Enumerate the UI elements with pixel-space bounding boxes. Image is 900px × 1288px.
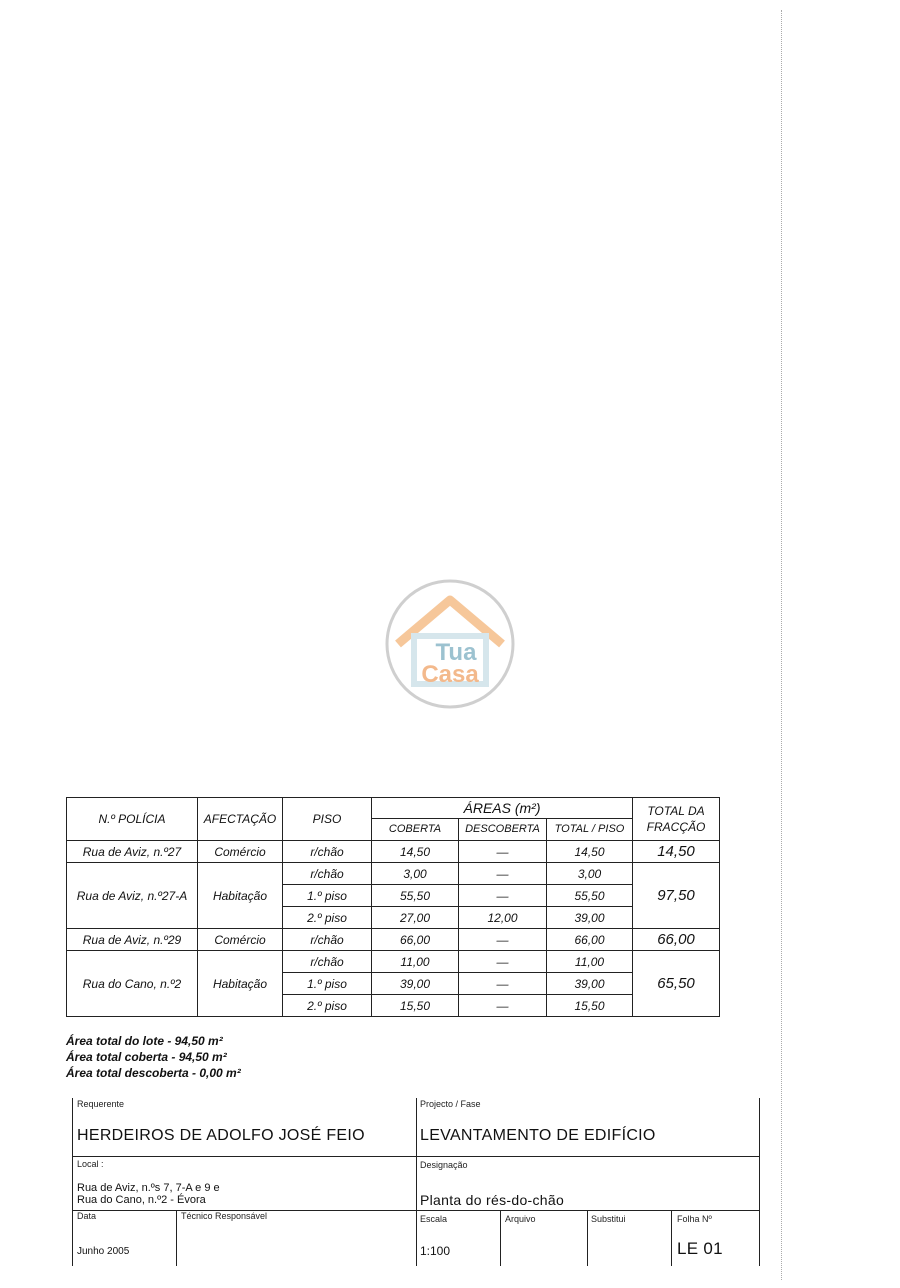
cell-piso: r/chão bbox=[283, 841, 372, 863]
margin-dotted-line bbox=[781, 10, 782, 1280]
cell-coberta: 55,50 bbox=[372, 885, 459, 907]
cell-total-fraccao: 97,50 bbox=[633, 863, 720, 929]
cell-piso: 2.º piso bbox=[283, 907, 372, 929]
cell-descoberta: — bbox=[459, 973, 547, 995]
table-row bbox=[67, 841, 720, 863]
cell-descoberta: — bbox=[459, 951, 547, 973]
header-areas: ÁREAS (m²) bbox=[372, 798, 633, 819]
cell-total-piso: 66,00 bbox=[547, 929, 633, 951]
cell-piso: 1.º piso bbox=[283, 885, 372, 907]
cell-total-fraccao: 14,50 bbox=[633, 841, 720, 863]
tb-divider bbox=[500, 1210, 501, 1266]
cell-policia: Rua de Aviz, n.º29 bbox=[67, 929, 198, 951]
cell-afectacao: Comércio bbox=[198, 929, 283, 951]
table-row bbox=[67, 863, 720, 885]
cell-descoberta: 12,00 bbox=[459, 907, 547, 929]
cell-piso: r/chão bbox=[283, 863, 372, 885]
local-line2: Rua do Cano, n.º2 - Évora bbox=[77, 1194, 206, 1206]
cell-afectacao: Comércio bbox=[198, 841, 283, 863]
escala-label: Escala bbox=[420, 1214, 448, 1224]
header-afectacao: AFECTAÇÃO bbox=[198, 798, 283, 841]
cell-coberta: 11,00 bbox=[372, 951, 459, 973]
summary-coberta: Área total coberta - 94,50 m² bbox=[66, 1050, 227, 1064]
header-descoberta: DESCOBERTA bbox=[459, 819, 547, 841]
escala-value: 1:100 bbox=[420, 1244, 451, 1258]
cell-policia: Rua de Aviz, n.º27 bbox=[67, 841, 198, 863]
tb-divider bbox=[587, 1210, 588, 1266]
header-policia: N.º POLÍCIA bbox=[67, 798, 198, 841]
tb-divider bbox=[671, 1210, 672, 1266]
cell-coberta: 3,00 bbox=[372, 863, 459, 885]
requerente-label: Requerente bbox=[77, 1099, 125, 1109]
designacao-label: Designação bbox=[420, 1160, 468, 1170]
areas-table bbox=[66, 797, 720, 1017]
cell-piso: r/chão bbox=[283, 951, 372, 973]
tb-divider bbox=[176, 1210, 177, 1266]
cell-policia: Rua de Aviz, n.º27-A bbox=[67, 863, 198, 929]
cell-total-piso: 39,00 bbox=[547, 973, 633, 995]
designacao-value: Planta do rés-do-chão bbox=[420, 1192, 565, 1208]
cell-descoberta: — bbox=[459, 929, 547, 951]
cell-total-piso: 11,00 bbox=[547, 951, 633, 973]
local-line1: Rua de Aviz, n.ºs 7, 7-A e 9 e bbox=[77, 1182, 220, 1194]
local-label: Local : bbox=[77, 1159, 104, 1169]
requerente-value: HERDEIROS DE ADOLFO JOSÉ FEIO bbox=[77, 1127, 365, 1144]
logo-text-casa: Casa bbox=[421, 661, 479, 688]
tb-divider bbox=[416, 1098, 417, 1266]
area-summary bbox=[66, 1033, 241, 1081]
header-total-fraccao-line2: FRACÇÃO bbox=[646, 820, 706, 834]
cell-descoberta: — bbox=[459, 995, 547, 1017]
cell-piso: 2.º piso bbox=[283, 995, 372, 1017]
cell-piso: 1.º piso bbox=[283, 973, 372, 995]
cell-coberta: 27,00 bbox=[372, 907, 459, 929]
cell-total-piso: 3,00 bbox=[547, 863, 633, 885]
tuacasa-logo bbox=[384, 578, 516, 710]
cell-afectacao: Habitação bbox=[198, 863, 283, 929]
cell-total-piso: 14,50 bbox=[547, 841, 633, 863]
summary-descoberta: Área total descoberta - 0,00 m² bbox=[66, 1066, 241, 1080]
title-block bbox=[72, 1098, 760, 1266]
tecnico-label: Técnico Responsável bbox=[181, 1211, 268, 1221]
projecto-label: Projecto / Fase bbox=[420, 1099, 481, 1109]
data-value: Junho 2005 bbox=[77, 1246, 130, 1257]
cell-descoberta: — bbox=[459, 841, 547, 863]
summary-lote: Área total do lote - 94,50 m² bbox=[66, 1034, 223, 1048]
substitui-label: Substitui bbox=[591, 1214, 626, 1224]
cell-coberta: 39,00 bbox=[372, 973, 459, 995]
cell-total-piso: 39,00 bbox=[547, 907, 633, 929]
cell-afectacao: Habitação bbox=[198, 951, 283, 1017]
cell-coberta: 15,50 bbox=[372, 995, 459, 1017]
cell-piso: r/chão bbox=[283, 929, 372, 951]
table-row bbox=[67, 951, 720, 973]
cell-coberta: 66,00 bbox=[372, 929, 459, 951]
table-row bbox=[67, 929, 720, 951]
cell-descoberta: — bbox=[459, 885, 547, 907]
arquivo-label: Arquivo bbox=[505, 1214, 536, 1224]
cell-total-fraccao: 65,50 bbox=[633, 951, 720, 1017]
header-total-fraccao bbox=[633, 798, 720, 841]
folha-label: Folha Nº bbox=[677, 1214, 712, 1224]
header-coberta: COBERTA bbox=[372, 819, 459, 841]
header-total-piso: TOTAL / PISO bbox=[547, 819, 633, 841]
cell-descoberta: — bbox=[459, 863, 547, 885]
logo-text-tua: Tua bbox=[435, 639, 477, 666]
cell-coberta: 14,50 bbox=[372, 841, 459, 863]
header-piso: PISO bbox=[283, 798, 372, 841]
cell-policia: Rua do Cano, n.º2 bbox=[67, 951, 198, 1017]
cell-total-piso: 55,50 bbox=[547, 885, 633, 907]
cell-total-piso: 15,50 bbox=[547, 995, 633, 1017]
data-label: Data bbox=[77, 1211, 97, 1221]
projecto-value: LEVANTAMENTO DE EDIFÍCIO bbox=[420, 1127, 656, 1144]
header-total-fraccao-line1: TOTAL DA bbox=[647, 804, 705, 818]
cell-total-fraccao: 66,00 bbox=[633, 929, 720, 951]
folha-value: LE 01 bbox=[677, 1239, 723, 1258]
